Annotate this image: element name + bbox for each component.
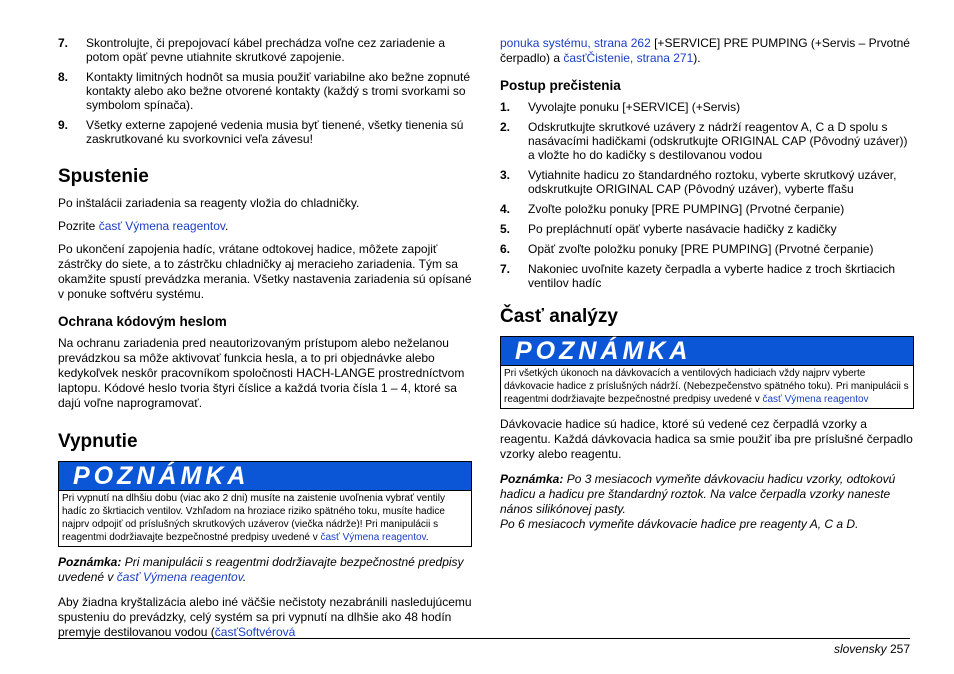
list-item <box>500 100 914 114</box>
step-text: Odskrutkujte skrutkové uzávery z nádrží reagentov A, C a D spolu s nasávacími hadičkami (odskrutkujte ORIGINAL CAP (Pôvodný uzáver)) a vložte ho do kadičky s destilovanou vodou <box>528 120 908 162</box>
text: ). <box>693 51 701 65</box>
text: . <box>225 219 229 233</box>
text: Po 3 mesiacoch vymeňte dávkovaciu hadicu vzorky, odtokovú hadicu a hadicu pre štandardný roztok. Na valce čerpadla vzorky naneste nános silikónovej pasty. <box>500 472 896 516</box>
step-number: 7. <box>58 36 69 50</box>
link-vymena-reagentov[interactable]: časť Výmena reagentov <box>762 394 869 405</box>
list-item <box>500 242 914 256</box>
note-text: Pri všetkých úkonoch na dávkovacích a ventilových hadiciach vždy najprv vyberte dávkovacie hadice z príslušných nádrží. (Nebezpečenstvo spätného toku). Pri manipulácii s reagentmi dodržiavajte bezpečnostné predpisy uvedené v <box>504 368 909 405</box>
list-item <box>58 70 472 112</box>
step-number: 8. <box>58 70 69 84</box>
paragraph: Po ukončení zapojenia hadíc, vrátane odtokovej hadice, môžete zapojiť zástrčky do siete, a to zástrčku chladničky aj meracieho zariadenia. Tým sa okamžite spustí prevádzka merania. Všetky nastavenia zariadenia sú opísané v ponuke softvéru systému. <box>58 242 472 301</box>
note-paragraph <box>500 472 914 517</box>
step-number: 1. <box>500 100 511 114</box>
note-title: POZNÁMKA <box>59 462 471 491</box>
step-number: 7. <box>500 262 511 276</box>
note-box <box>58 461 472 547</box>
link-vymena-reagentov[interactable]: časť Výmena reagentov <box>98 219 226 233</box>
step-text: Vyvolajte ponuku [+SERVICE] (+Servis) <box>528 100 741 114</box>
text: . <box>242 570 247 584</box>
note-paragraph <box>58 555 472 585</box>
note-text: Pri vypnutí na dlhšiu dobu (viac ako 2 dni) musíte na zaistenie uvoľnenia vybrať ventily hadíc zo škrtiacich ventilov. Vzhľadom na hroziace riziko spätného toku, musíte hadice najprv odpojiť od príslušných skrutkových uzáverov (viečka nádrže)! Pri manipulácii s reagentmi dodržiavajte bezpečnostné predpisy uvedené v <box>62 493 445 543</box>
text: [+SERVICE] PRE PUMPING (+Servis – Prvotné čerpadlo) a <box>500 36 910 65</box>
text: Pri manipulácii s reagentmi dodržiavajte bezpečnostné predpisy uvedené v <box>58 555 464 584</box>
section-heading-spustenie: Spustenie <box>58 166 149 187</box>
step-text: Nakoniec uvoľnite kazety čerpadla a vyberte hadice z troch škrtiacich ventilov hadíc <box>528 262 896 290</box>
note-box <box>500 336 914 409</box>
paragraph <box>58 595 472 640</box>
list-item <box>500 262 914 290</box>
subsection-heading-ochrana: Ochrana kódovým heslom <box>58 314 227 329</box>
link-softverova[interactable]: časťSoftvérová <box>214 625 296 639</box>
footer-divider <box>58 638 910 639</box>
left-column <box>58 36 472 648</box>
list-item <box>500 168 914 196</box>
paragraph: Po inštalácii zariadenia sa reagenty vložia do chladničky. <box>58 196 360 210</box>
section-heading-vypnutie: Vypnutie <box>58 431 138 452</box>
page-footer <box>834 642 910 656</box>
footer-language: slovensky <box>833 642 887 656</box>
step-text: Opäť zvoľte položku ponuky [PRE PUMPING] (Prvotné čerpanie) <box>528 242 874 256</box>
step-text: Po prepláchnutí opäť vyberte nasávacie hadičky z kadičky <box>528 222 837 236</box>
paragraph <box>500 36 914 66</box>
note-title: POZNÁMKA <box>501 337 913 366</box>
link-ponuka-systemu[interactable]: ponuka systému, strana 262 <box>500 36 651 50</box>
paragraph <box>58 219 472 234</box>
list-item <box>500 222 914 236</box>
page-number: 257 <box>889 642 910 656</box>
step-number: 9. <box>58 118 69 132</box>
list-item <box>58 118 472 146</box>
subsection-heading-postup: Postup prečistenia <box>500 78 621 93</box>
note-body <box>501 366 913 408</box>
link-vymena-reagentov[interactable]: časť Výmena reagentov <box>116 570 243 584</box>
step-text: Skontrolujte, či prepojovací kábel prechádza voľne cez zariadenie a potom opäť pevne utiahnite skrutkové zapojenie. <box>86 36 446 64</box>
step-number: 5. <box>500 222 511 236</box>
paragraph: Na ochranu zariadenia pred neautorizovaným prístupom alebo neželanou prevádzkou sa môže aktivovať funkcia hesla, a to pri objednávke alebo kedykoľvek neskôr pracovníkom spoločnosti HACH-LANGE prostredníctvom laptopu. Kódové heslo tvoria štyri číslice a každá tvoria čísla 1 – 4, ktoré sa dajú voľne naprogramovať. <box>58 336 465 410</box>
note-label: Poznámka: <box>58 555 122 569</box>
note-paragraph-2: Po 6 mesiacoch vymeňte dávkovacie hadice pre reagenty A, C a D. <box>500 517 859 531</box>
note-body <box>59 491 471 546</box>
step-number: 6. <box>500 242 511 256</box>
step-number: 4. <box>500 202 511 216</box>
note-label: Poznámka: <box>500 472 564 486</box>
right-column <box>500 36 914 542</box>
list-item <box>500 202 914 216</box>
text: Aby žiadna kryštalizácia alebo iné väčšie nečistoty nezabránili nasledujúcemu spusteniu do prevádzky, celý systém sa pri vypnutí na dlhšie ako 48 hodín premyje destilovanou vodou ( <box>58 595 472 639</box>
step-number: 3. <box>500 168 511 182</box>
step-text: Vytiahnite hadicu zo štandardného roztoku, vyberte skrutkový uzáver, odskrutkujte ORIGINAL CAP (Pôvodný uzáver), vyberte fľašu <box>528 168 897 196</box>
step-number: 2. <box>500 120 511 134</box>
list-item <box>58 36 472 64</box>
text: Pozrite <box>58 219 99 233</box>
paragraph: Dávkovacie hadice sú hadice, ktoré sú vedené cez čerpadlá vzorky a reagentu. Každá dávkovacia hadica sa smie použiť iba pre príslušné čerpadlo vzorky alebo reagentu. <box>500 417 913 461</box>
list-item <box>500 120 914 162</box>
text: . <box>425 532 429 543</box>
section-heading-analyzy: Časť analýzy <box>500 306 618 327</box>
link-cistenie[interactable]: časťČistenie, strana 271 <box>563 51 694 65</box>
link-vymena-reagentov[interactable]: časť Výmena reagentov <box>320 532 426 543</box>
step-text: Zvoľte položku ponuky [PRE PUMPING] (Prvotné čerpanie) <box>528 202 845 216</box>
step-text: Všetky externe zapojené vedenia musia byť tienené, všetky tienenia sú zaskrutkované ku svorkovnici veľa závesu! <box>86 118 464 146</box>
step-text: Kontakty limitných hodnôt sa musia použiť variabilne ako bežne zopnuté kontakty alebo ako bežne otvorené kontakty (každý s tromi svorkami so symbolom spínača). <box>86 70 471 112</box>
